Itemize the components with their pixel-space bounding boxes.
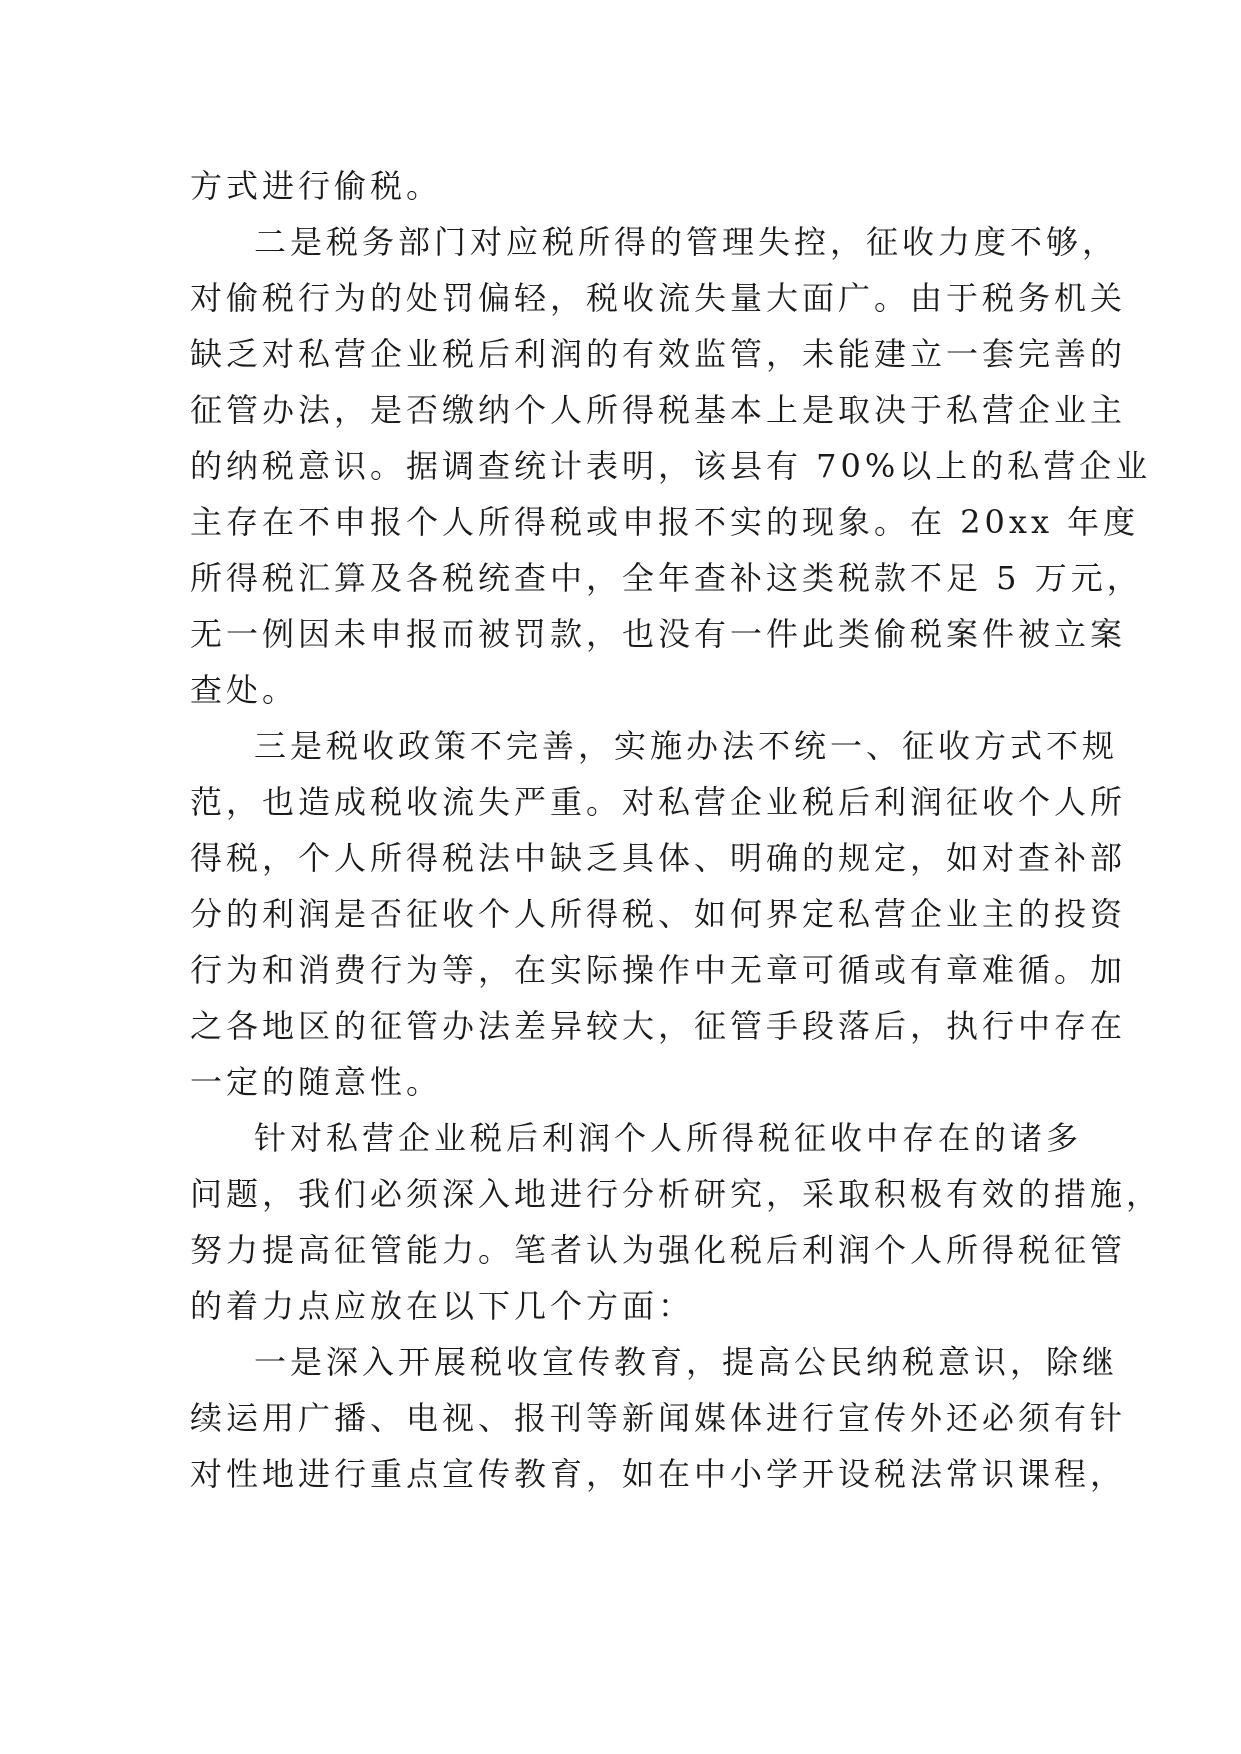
text-line: 对偷税行为的处罚偏轻，税收流失量大面广。由于税务机关 [190,279,1127,317]
text-line: 对性地进行重点宣传教育，如在中小学开设税法常识课程， [190,1455,1127,1493]
text-line: 三是税收政策不完善，实施办法不统一、征收方式不规 [254,727,1119,765]
text-line: 分的利润是否征收个人所得税、如何界定私营企业主的投资 [190,895,1127,933]
text-line: 方式进行偷税。 [190,167,443,205]
text-line: 查处。 [190,671,299,709]
text-line: 得税，个人所得税法中缺乏具体、明确的规定，如对查补部 [190,839,1127,877]
text-line: 缺乏对私营企业税后利润的有效监管，未能建立一套完善的 [190,335,1127,373]
text-line: 行为和消费行为等，在实际操作中无章可循或有章难循。加 [190,951,1127,989]
text-line: 所得税汇算及各税统查中，全年查补这类税款不足 5 万元， [190,559,1143,597]
paragraph [190,718,1127,1110]
text-line: 无一例因未申报而被罚款，也没有一件此类偷税案件被立案 [190,615,1127,653]
text-line: 努力提高征管能力。笔者认为强化税后利润个人所得税征管 [190,1231,1127,1269]
text-line: 主存在不申报个人所得税或申报不实的现象。在 20xx 年度 [190,503,1140,541]
document-body [190,158,1163,1502]
text-line: 续运用广播、电视、报刊等新闻媒体进行宣传外还必须有针 [190,1399,1127,1437]
paragraph [190,214,1152,718]
paragraph [190,158,1060,214]
paragraph [190,1334,1127,1502]
text-line: 的着力点应放在以下几个方面： [190,1287,695,1325]
text-line: 征管办法，是否缴纳个人所得税基本上是取决于私营企业主 [190,391,1127,429]
text-line: 一是深入开展税收宣传教育，提高公民纳税意识，除继 [254,1343,1119,1381]
text-line: 问题，我们必须深入地进行分析研究，采取积极有效的措施， [190,1175,1163,1213]
text-line: 针对私营企业税后利润个人所得税征收中存在的诸多 [254,1119,1083,1157]
text-line: 二是税务部门对应税所得的管理失控，征收力度不够， [254,223,1119,261]
text-line: 范，也造成税收流失严重。对私营企业税后利润征收个人所 [190,783,1127,821]
paragraph [190,1110,1163,1334]
text-line: 一定的随意性。 [190,1063,443,1101]
text-line: 之各地区的征管办法差异较大，征管手段落后，执行中存在 [190,1007,1127,1045]
text-line: 的纳税意识。据调查统计表明，该县有 70%以上的私营企业 [190,447,1152,485]
